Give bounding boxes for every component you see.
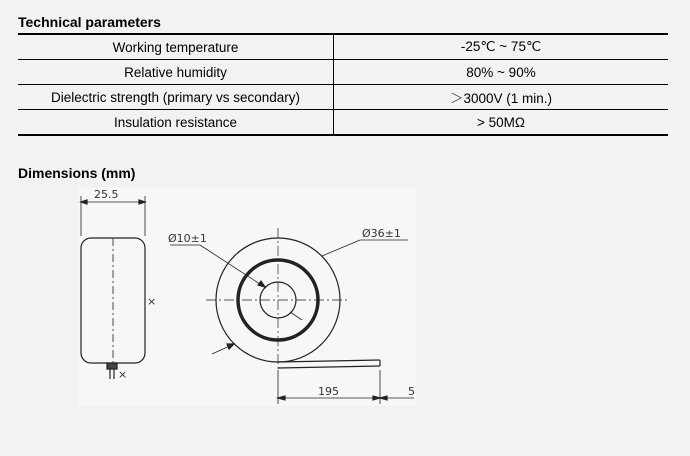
param-label: Relative humidity [18, 60, 334, 85]
lead-strip-label: 5 [408, 385, 415, 398]
param-value: 80% ~ 90% [334, 60, 669, 85]
param-label: Insulation resistance [18, 110, 334, 136]
dimension-drawing [78, 188, 416, 406]
front-view [170, 228, 414, 404]
arrow-icon [258, 281, 265, 287]
outer-leader [322, 240, 360, 256]
hole-diameter-label: Ø10±1 [168, 232, 207, 245]
arrow-icon [227, 344, 234, 349]
side-view [81, 196, 156, 381]
param-label: Dielectric strength (primary vs secondary) [18, 85, 334, 110]
arrow-icon [139, 200, 145, 204]
side-lead-mark: × [118, 368, 128, 381]
hole-leader-tail [290, 312, 302, 320]
table-row [18, 34, 668, 60]
dimension-drawing-svg [78, 188, 416, 406]
table-row [18, 110, 668, 136]
lead-length-label: 195 [318, 385, 339, 398]
param-label: Working temperature [18, 34, 334, 60]
width-dimension-label: 25.5 [94, 188, 119, 201]
param-value: > 50MΩ [334, 110, 669, 136]
arrow-icon [380, 396, 387, 400]
dimensions-heading: Dimensions (mm) [18, 165, 136, 181]
lead-exit [107, 363, 117, 369]
side-height-mark: × [147, 295, 157, 308]
param-value: ＞3000V (1 min.) [334, 85, 669, 110]
arrow-icon [81, 200, 87, 204]
param-value: -25℃ ~ 75℃ [334, 34, 669, 60]
outer-diameter-label: Ø36±1 [362, 227, 401, 240]
lead-strip-bottom [278, 366, 380, 368]
table-row [18, 85, 668, 110]
arrow-icon [278, 396, 285, 400]
table-row [18, 60, 668, 85]
technical-parameters-heading: Technical parameters [18, 14, 161, 30]
technical-parameters-table [18, 33, 668, 136]
